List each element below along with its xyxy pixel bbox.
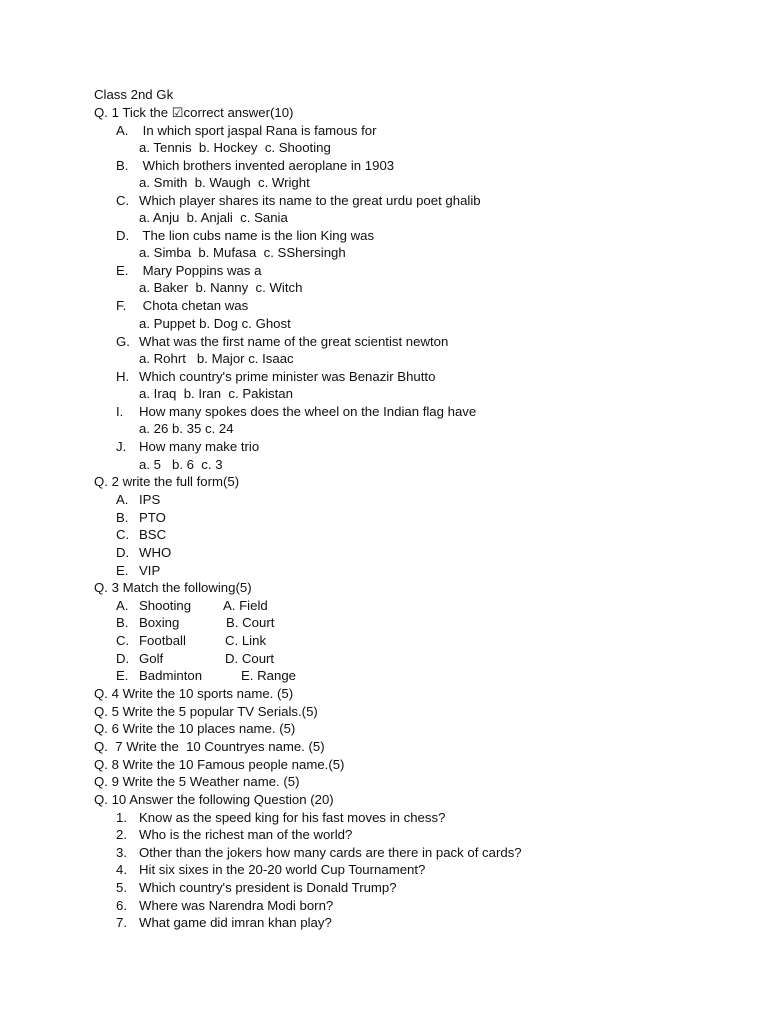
q10-item-text: Know as the speed king for his fast moves in chess? — [139, 810, 446, 825]
q1-item-question: Which brothers invented aeroplane in 1903 — [139, 158, 395, 173]
q3-item-marker: A. — [116, 598, 129, 613]
q2-item-text: IPS — [139, 492, 161, 507]
q1-item-question: What was the first name of the great scientist newton — [139, 334, 449, 349]
q1-item-options: a. Tennis b. Hockey c. Shooting — [139, 140, 331, 155]
q10-item-text: Where was Narendra Modi born? — [139, 898, 334, 913]
q1-item-marker: J. — [116, 439, 127, 454]
q3-item-marker: B. — [116, 615, 129, 630]
q10-item-text: Hit six sixes in the 20-20 world Cup Tournament? — [139, 862, 426, 877]
q2-item-marker: D. — [116, 545, 130, 560]
q3-item-marker: E. — [116, 668, 129, 683]
q3-item-marker: D. — [116, 651, 130, 666]
q3-item-right: A. Field — [223, 598, 268, 613]
q2-item-text: VIP — [139, 563, 161, 578]
q4-line: Q. 4 Write the 10 sports name. (5) — [94, 686, 294, 701]
q3-item-right: C. Link — [225, 633, 267, 648]
q10-heading: Q. 10 Answer the following Question (20) — [94, 792, 334, 807]
q1-item-options: a. 26 b. 35 c. 24 — [139, 421, 234, 436]
q1-item-marker: H. — [116, 369, 130, 384]
q10-item-marker: 5. — [116, 880, 127, 895]
q1-item-marker: E. — [116, 263, 129, 278]
q1-item-options: a. Iraq b. Iran c. Pakistan — [139, 386, 293, 401]
q5-line: Q. 5 Write the 5 popular TV Serials.(5) — [94, 704, 318, 719]
q10-item-marker: 7. — [116, 915, 127, 930]
q1-item-marker: D. — [116, 228, 130, 243]
q1-item-options: a. Smith b. Waugh c. Wright — [139, 175, 310, 190]
q10-item-marker: 2. — [116, 827, 127, 842]
q1-item-question: How many make trio — [139, 439, 260, 454]
worksheet-title: Class 2nd Gk — [94, 87, 174, 102]
q1-item-question: Mary Poppins was a — [139, 263, 262, 278]
q2-item-text: PTO — [139, 510, 166, 525]
q1-item-marker: F. — [116, 298, 127, 313]
q10-item-text: Other than the jokers how many cards are there in pack of cards? — [139, 845, 522, 860]
q2-item-marker: A. — [116, 492, 129, 507]
q1-item-marker: A. — [116, 123, 129, 138]
q10-item-text: Who is the richest man of the world? — [139, 827, 353, 842]
q7-line: Q. 7 Write the 10 Countryes name. (5) — [94, 739, 325, 754]
q3-item-left: Boxing — [139, 615, 180, 630]
q10-item-marker: 3. — [116, 845, 127, 860]
q2-item-marker: B. — [116, 510, 129, 525]
q3-item-left: Golf — [139, 651, 164, 666]
q1-item-options: a. Baker b. Nanny c. Witch — [139, 280, 303, 295]
q1-item-options: a. Simba b. Mufasa c. SShersingh — [139, 245, 346, 260]
q2-item-marker: E. — [116, 563, 129, 578]
q3-heading: Q. 3 Match the following(5) — [94, 580, 252, 595]
q2-heading: Q. 2 write the full form(5) — [94, 474, 240, 489]
q1-item-marker: G. — [116, 334, 130, 349]
q3-item-right: B. Court — [226, 615, 275, 630]
q10-item-marker: 6. — [116, 898, 127, 913]
q3-item-left: Football — [139, 633, 186, 648]
q3-item-right: D. Court — [225, 651, 275, 666]
q1-item-question: Which player shares its name to the great urdu poet ghalib — [139, 193, 481, 208]
q1-item-question: How many spokes does the wheel on the Indian flag have — [139, 404, 477, 419]
q2-item-marker: C. — [116, 527, 130, 542]
q1-item-question: In which sport jaspal Rana is famous for — [139, 123, 377, 138]
q3-item-marker: C. — [116, 633, 130, 648]
q2-item-text: WHO — [139, 545, 172, 560]
q1-item-options: a. Anju b. Anjali c. Sania — [139, 210, 288, 225]
q3-item-left: Badminton — [139, 668, 203, 683]
q1-item-marker: I. — [116, 404, 124, 419]
q3-item-left: Shooting — [139, 598, 192, 613]
q1-heading: Q. 1 Tick the ☑correct answer(10) — [94, 105, 294, 120]
q10-item-marker: 4. — [116, 862, 127, 877]
q8-line: Q. 8 Write the 10 Famous people name.(5) — [94, 757, 345, 772]
q6-line: Q. 6 Write the 10 places name. (5) — [94, 721, 296, 736]
q1-item-options: a. Puppet b. Dog c. Ghost — [139, 316, 291, 331]
q3-item-right: E. Range — [241, 668, 296, 683]
q1-item-question: Which country's prime minister was Benazir Bhutto — [139, 369, 436, 384]
q10-item-text: What game did imran khan play? — [139, 915, 332, 930]
q1-item-question: Chota chetan was — [139, 298, 249, 313]
q1-item-question: The lion cubs name is the lion King was — [139, 228, 375, 243]
q1-item-options: a. Rohrt b. Major c. Isaac — [139, 351, 294, 366]
q1-item-options: a. 5 b. 6 c. 3 — [139, 457, 223, 472]
q1-item-marker: C. — [116, 193, 130, 208]
q10-item-text: Which country's president is Donald Trump? — [139, 880, 397, 895]
q2-item-text: BSC — [139, 527, 167, 542]
q10-item-marker: 1. — [116, 810, 127, 825]
q9-line: Q. 9 Write the 5 Weather name. (5) — [94, 774, 300, 789]
q1-item-marker: B. — [116, 158, 129, 173]
